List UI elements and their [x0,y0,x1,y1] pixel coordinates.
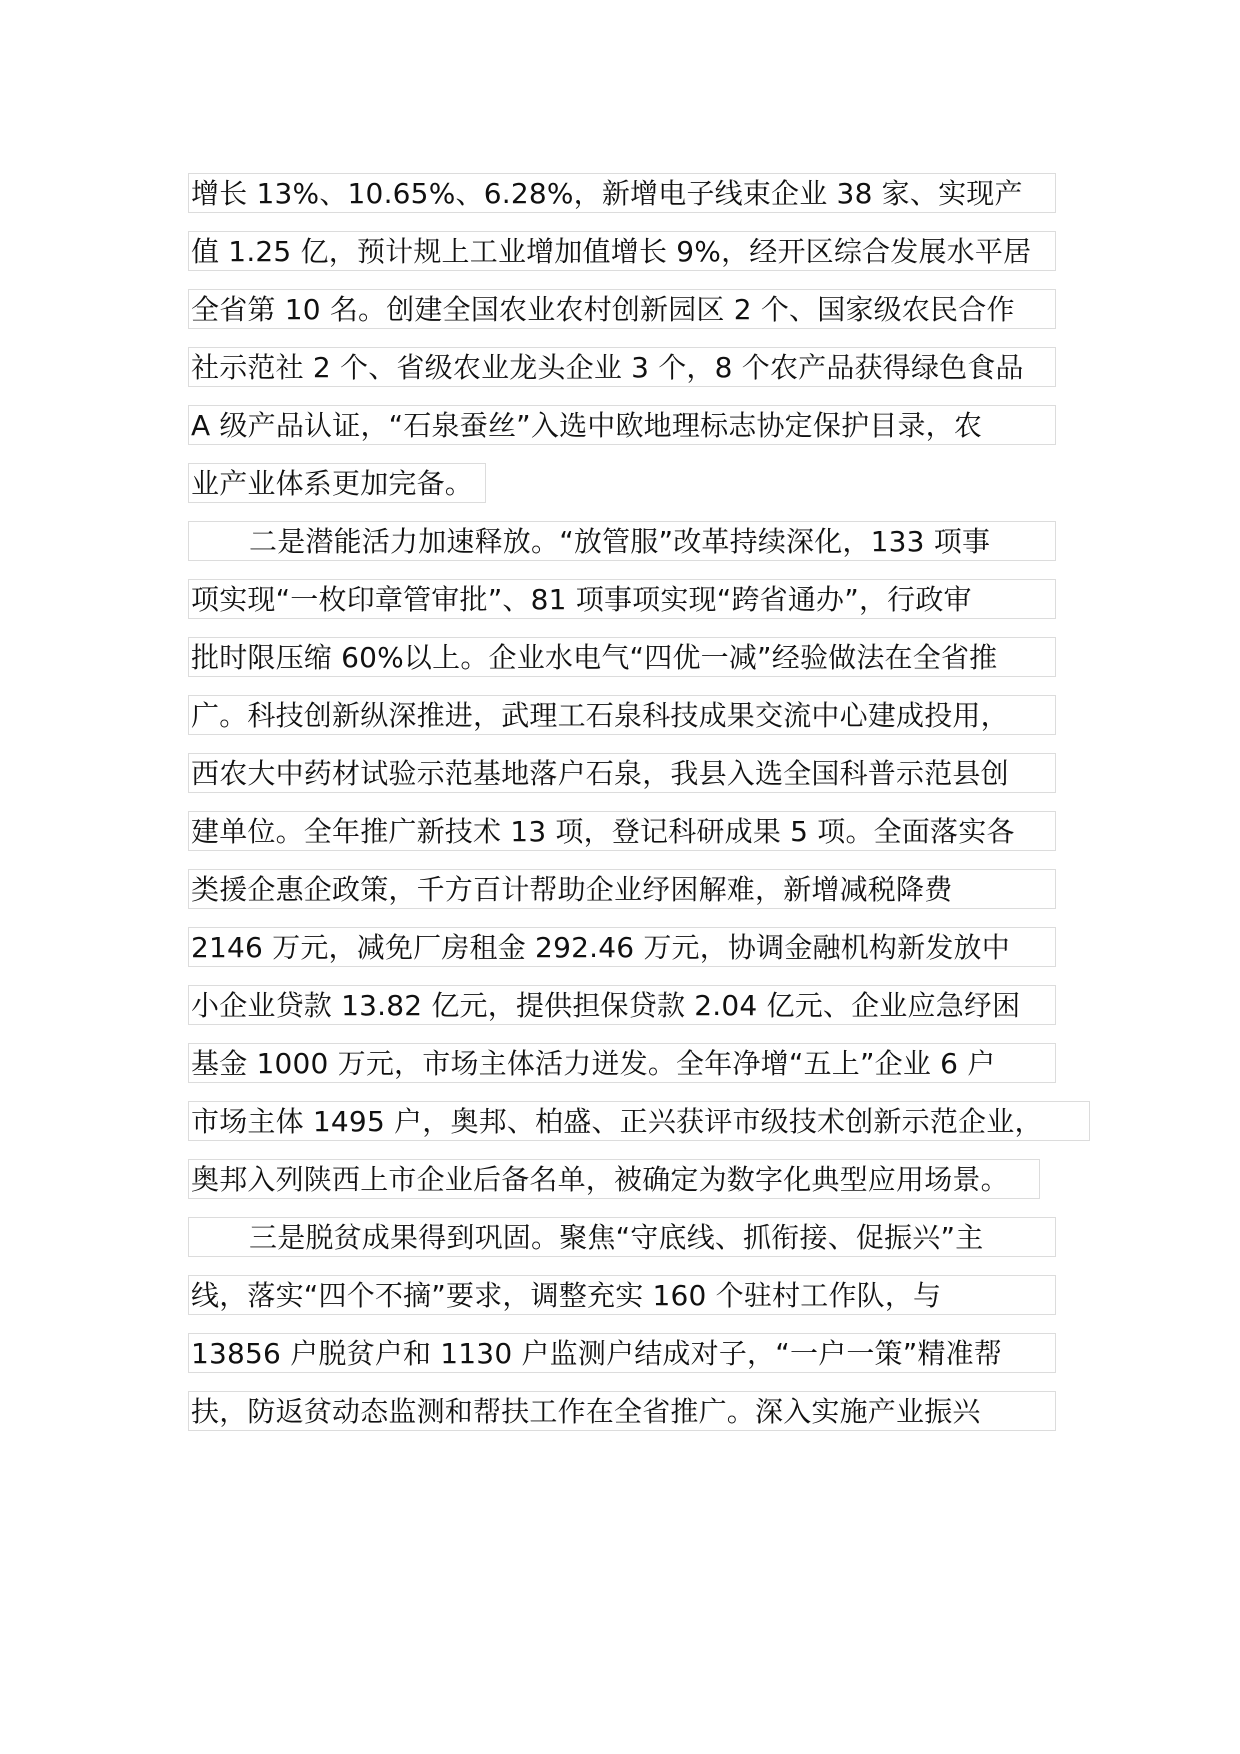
text-line: 增长 13%、10.65%、6.28%，新增电子线束企业 38 家、实现产 [188,173,1056,213]
text-line: 项实现“一枚印章管审批”、81 项事项实现“跨省通办”，行政审 [188,579,1056,619]
text-line: A 级产品认证，“石泉蚕丝”入选中欧地理标志协定保护目录，农 [188,405,1056,445]
text-line: 业产业体系更加完备。 [188,463,486,503]
text-line: 类援企惠企政策，千方百计帮助企业纾困解难，新增减税降费 [188,869,1056,909]
text-line: 奥邦入列陕西上市企业后备名单，被确定为数字化典型应用场景。 [188,1159,1040,1199]
text-line: 2146 万元，减免厂房租金 292.46 万元，协调金融机构新发放中 [188,927,1056,967]
text-line: 社示范社 2 个、省级农业龙头企业 3 个，8 个农产品获得绿色食品 [188,347,1056,387]
text-line: 13856 户脱贫户和 1130 户监测户结成对子，“一户一策”精准帮 [188,1333,1056,1373]
text-line: 市场主体 1495 户，奥邦、柏盛、正兴获评市级技术创新示范企业， [188,1101,1090,1141]
text-line: 小企业贷款 13.82 亿元，提供担保贷款 2.04 亿元、企业应急纾困 [188,985,1056,1025]
paragraph-first-line: 三是脱贫成果得到巩固。聚焦“守底线、抓衔接、促振兴”主 [188,1217,1056,1257]
text-line: 西农大中药材试验示范基地落户石泉，我县入选全国科普示范县创 [188,753,1056,793]
text-line: 基金 1000 万元，市场主体活力迸发。全年净增“五上”企业 6 户 [188,1043,1056,1083]
text-line: 扶，防返贫动态监测和帮扶工作在全省推广。深入实施产业振兴 [188,1391,1056,1431]
text-line: 批时限压缩 60%以上。企业水电气“四优一减”经验做法在全省推 [188,637,1056,677]
text-line: 广。科技创新纵深推进，武理工石泉科技成果交流中心建成投用， [188,695,1056,735]
text-line: 值 1.25 亿，预计规上工业增加值增长 9%，经开区综合发展水平居 [188,231,1056,271]
paragraph-first-line: 二是潜能活力加速释放。“放管服”改革持续深化，133 项事 [188,521,1056,561]
text-line: 线，落实“四个不摘”要求，调整充实 160 个驻村工作队，与 [188,1275,1056,1315]
text-line: 建单位。全年推广新技术 13 项，登记科研成果 5 项。全面落实各 [188,811,1056,851]
text-line: 全省第 10 名。创建全国农业农村创新园区 2 个、国家级农民合作 [188,289,1056,329]
